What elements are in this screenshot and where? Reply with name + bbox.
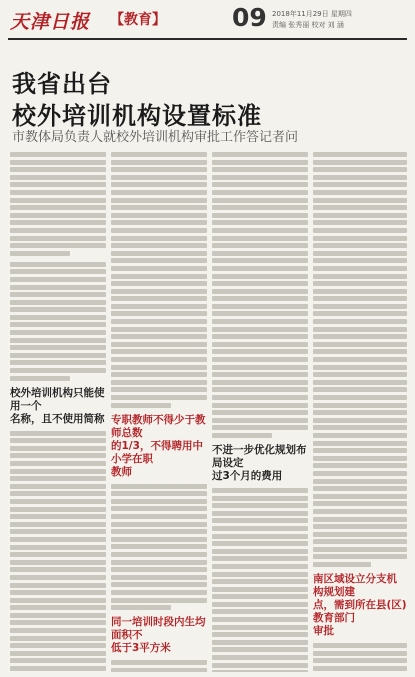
text-line [212, 503, 308, 508]
text-line [111, 365, 207, 370]
text-line [10, 461, 106, 466]
text-line [10, 213, 106, 218]
text-line [10, 243, 106, 248]
text-line [10, 491, 106, 496]
text-line [212, 617, 308, 622]
text-line [313, 554, 407, 559]
text-line [10, 514, 106, 519]
text-line [212, 342, 308, 347]
text-line [10, 322, 106, 327]
text-line [313, 395, 407, 400]
text-line [10, 285, 106, 290]
text-line [111, 582, 207, 587]
text-line [313, 403, 407, 408]
section-heading: 校外培训机构只能使用一个 名称，且不使用简称 [10, 386, 105, 425]
text-line [313, 418, 407, 423]
text-line [111, 660, 207, 665]
text-line [10, 152, 106, 157]
text-line [212, 587, 308, 592]
text-line [313, 266, 407, 271]
text-line [313, 410, 407, 415]
text-line [111, 190, 207, 195]
text-line [212, 213, 308, 218]
text-line [212, 534, 308, 539]
text-line [212, 647, 308, 652]
text-line [111, 236, 207, 241]
text-line [212, 549, 308, 554]
text-line [313, 547, 407, 552]
text-line [10, 453, 106, 458]
text-line [111, 198, 207, 203]
text-line [212, 496, 308, 501]
masthead-rule [8, 38, 407, 40]
text-line [313, 643, 407, 648]
text-line [10, 330, 106, 335]
text-line [10, 438, 106, 443]
text-line [111, 205, 207, 210]
text-line [111, 590, 207, 595]
text-line [212, 541, 308, 546]
text-line [313, 258, 407, 263]
page-number: 09 [232, 3, 267, 32]
text-line [313, 509, 407, 514]
text-line [313, 160, 407, 165]
text-line [111, 668, 207, 672]
text-line [111, 357, 207, 362]
text-line [10, 190, 106, 195]
text-line [10, 277, 106, 282]
text-line [313, 666, 407, 671]
text-line [111, 281, 207, 286]
text-line [313, 448, 407, 453]
text-line [212, 182, 308, 187]
text-line [212, 236, 308, 241]
text-line [111, 160, 207, 165]
text-line [313, 463, 407, 468]
text-line [313, 456, 407, 461]
text-line [10, 446, 106, 451]
text-line [212, 160, 308, 165]
text-line [313, 289, 407, 294]
text-line [212, 205, 308, 210]
text-line [111, 529, 207, 534]
text-line [212, 334, 308, 339]
text-line [212, 594, 308, 599]
text-line [10, 251, 70, 256]
text-line [111, 484, 207, 489]
text-line [10, 345, 106, 350]
text-line [111, 349, 207, 354]
text-line [212, 410, 308, 415]
text-line [111, 537, 207, 542]
text-line [111, 167, 207, 172]
text-line [111, 311, 207, 316]
text-line [313, 152, 407, 157]
text-line [212, 243, 308, 248]
text-line [111, 544, 207, 549]
text-line [10, 529, 106, 534]
section-heading: 南区域设立分支机构规划建 点，需到所在县(区)教育部门 审批 [313, 573, 407, 638]
text-line [10, 552, 106, 557]
text-line [111, 380, 207, 385]
section-label: 【教育】 [110, 12, 166, 28]
text-line [10, 537, 106, 542]
text-line [212, 556, 308, 561]
text-line [212, 602, 308, 607]
text-line [111, 251, 207, 256]
text-line [10, 198, 106, 203]
text-line [313, 387, 407, 392]
text-line [111, 605, 171, 610]
text-line [212, 372, 308, 377]
text-line [313, 274, 407, 279]
text-line [212, 266, 308, 271]
text-line [313, 517, 407, 522]
text-line [111, 304, 207, 309]
text-line [10, 499, 106, 504]
text-line [313, 562, 371, 567]
text-line [10, 658, 106, 663]
text-line [313, 479, 407, 484]
text-line [212, 572, 308, 577]
text-line [10, 220, 106, 225]
text-line [10, 292, 106, 297]
text-line [10, 205, 106, 210]
text-line [212, 395, 308, 400]
text-line [313, 494, 407, 499]
subheadline: 市教体局负责人就校外培训机构审批工作答记者问 [12, 130, 299, 145]
text-line [10, 307, 106, 312]
body-text-block [212, 152, 308, 438]
text-line [212, 349, 308, 354]
text-line [313, 532, 407, 537]
text-line [313, 243, 407, 248]
text-line [111, 182, 207, 187]
article-column-3 [212, 152, 308, 672]
text-line [212, 609, 308, 614]
text-line [10, 368, 106, 373]
text-line [212, 365, 308, 370]
text-line [313, 342, 407, 347]
text-line [212, 228, 308, 233]
body-text-block [212, 488, 308, 672]
text-line [10, 545, 106, 550]
text-line [212, 281, 308, 286]
text-line [212, 387, 308, 392]
text-line [212, 655, 308, 660]
text-line [111, 522, 207, 527]
editor-line: 责编 张秀丽 校对 刘 涵 [272, 21, 344, 29]
text-line [10, 598, 106, 603]
text-line [111, 506, 207, 511]
text-line [212, 625, 308, 630]
text-line [313, 441, 407, 446]
text-line [10, 628, 106, 633]
body-text-block [313, 152, 407, 567]
text-line [212, 380, 308, 385]
text-line [313, 296, 407, 301]
text-line [313, 182, 407, 187]
text-line [212, 488, 308, 493]
text-line [212, 304, 308, 309]
text-line [10, 507, 106, 512]
text-line [313, 236, 407, 241]
text-line [111, 491, 207, 496]
text-line [10, 560, 106, 565]
text-line [10, 590, 106, 595]
body-text-block [111, 152, 207, 408]
text-line [111, 575, 207, 580]
text-line [111, 334, 207, 339]
text-line [10, 643, 106, 648]
text-line [10, 338, 106, 343]
text-line [313, 190, 407, 195]
newspaper-brand: 天津日报 [10, 11, 91, 33]
text-line [10, 160, 106, 165]
text-line [10, 269, 106, 274]
article-column-2 [111, 152, 207, 672]
text-line [111, 243, 207, 248]
text-line [111, 152, 207, 157]
text-line [212, 564, 308, 569]
text-line [10, 575, 106, 580]
text-line [313, 228, 407, 233]
text-line [10, 469, 106, 474]
text-line [10, 476, 106, 481]
text-line [111, 175, 207, 180]
text-line [111, 552, 207, 557]
text-line [111, 567, 207, 572]
text-line [111, 213, 207, 218]
text-line [313, 319, 407, 324]
text-line [212, 579, 308, 584]
article-column-1 [10, 152, 106, 672]
section-heading: 同一培训时段内生均面积不 低于3平方米 [111, 616, 206, 655]
text-line [10, 666, 106, 671]
text-line [111, 289, 207, 294]
text-line [313, 658, 407, 663]
text-line [111, 266, 207, 271]
text-line [10, 360, 106, 365]
text-line [313, 175, 407, 180]
text-line [212, 289, 308, 294]
section-heading: 不进一步优化规划布局设定 过3个月的费用 [212, 443, 307, 482]
text-line [212, 518, 308, 523]
text-line [10, 567, 106, 572]
text-line [212, 251, 308, 256]
section-heading: 专职教师不得少于教师总数 的1/3，不得聘用中小学在职 教师 [111, 413, 206, 478]
text-line [212, 433, 272, 438]
text-line [10, 620, 106, 625]
text-line [212, 152, 308, 157]
text-line [212, 663, 308, 668]
text-line [111, 319, 207, 324]
text-line [313, 205, 407, 210]
text-line [313, 251, 407, 256]
text-line [10, 636, 106, 641]
text-line [10, 228, 106, 233]
text-line [313, 433, 407, 438]
body-text-block [313, 643, 407, 672]
text-line [111, 220, 207, 225]
text-line [212, 311, 308, 316]
text-line [10, 175, 106, 180]
text-line [111, 560, 207, 565]
text-line [313, 501, 407, 506]
text-line [10, 522, 106, 527]
text-line [313, 220, 407, 225]
text-line [313, 539, 407, 544]
text-line [10, 431, 106, 436]
text-line [10, 605, 106, 610]
text-line [212, 670, 308, 672]
body-text-block [111, 660, 207, 672]
text-line [212, 425, 308, 430]
text-line [111, 342, 207, 347]
text-line [10, 182, 106, 187]
text-line [313, 357, 407, 362]
text-line [212, 357, 308, 362]
masthead [0, 0, 415, 38]
text-line [111, 395, 207, 400]
text-line [313, 365, 407, 370]
text-line [111, 387, 207, 392]
body-text-block [10, 262, 106, 381]
text-line [212, 511, 308, 516]
text-line [10, 484, 106, 489]
text-line [212, 167, 308, 172]
body-text-block [10, 152, 106, 256]
text-line [313, 524, 407, 529]
text-line [212, 526, 308, 531]
text-line [313, 167, 407, 172]
text-line [111, 296, 207, 301]
text-line [10, 315, 106, 320]
text-line [111, 228, 207, 233]
text-line [10, 353, 106, 358]
text-line [212, 296, 308, 301]
article-column-4 [313, 152, 407, 672]
text-line [10, 583, 106, 588]
text-line [212, 190, 308, 195]
text-line [10, 376, 70, 381]
text-line [10, 651, 106, 656]
text-line [212, 220, 308, 225]
text-line [212, 327, 308, 332]
text-line [313, 311, 407, 316]
text-line [111, 258, 207, 263]
text-line [10, 262, 106, 267]
text-line [111, 327, 207, 332]
text-line [313, 327, 407, 332]
text-line [313, 349, 407, 354]
text-line [212, 274, 308, 279]
text-line [313, 651, 407, 656]
text-line [212, 640, 308, 645]
body-text-block [10, 431, 106, 672]
text-line [313, 425, 407, 430]
text-line [111, 514, 207, 519]
text-line [313, 380, 407, 385]
text-line [313, 213, 407, 218]
text-line [313, 334, 407, 339]
text-line [212, 632, 308, 637]
text-line [313, 198, 407, 203]
body-text-block [111, 484, 207, 611]
text-line [313, 281, 407, 286]
text-line [10, 167, 106, 172]
text-line [313, 372, 407, 377]
text-line [111, 499, 207, 504]
text-line [212, 403, 308, 408]
headline-line-1: 我省出台 [12, 70, 112, 98]
text-line [212, 198, 308, 203]
text-line [212, 175, 308, 180]
text-line [212, 319, 308, 324]
text-line [10, 613, 106, 618]
text-line [212, 418, 308, 423]
text-line [111, 372, 207, 377]
headline-line-2: 校外培训机构设置标准 [12, 102, 262, 130]
text-line [313, 471, 407, 476]
text-line [10, 236, 106, 241]
text-line [212, 258, 308, 263]
text-line [313, 486, 407, 491]
text-line [111, 598, 207, 603]
text-line [313, 304, 407, 309]
text-line [111, 274, 207, 279]
text-line [111, 403, 171, 408]
text-line [10, 300, 106, 305]
date-line: 2018年11月29日 星期四 [272, 10, 352, 18]
